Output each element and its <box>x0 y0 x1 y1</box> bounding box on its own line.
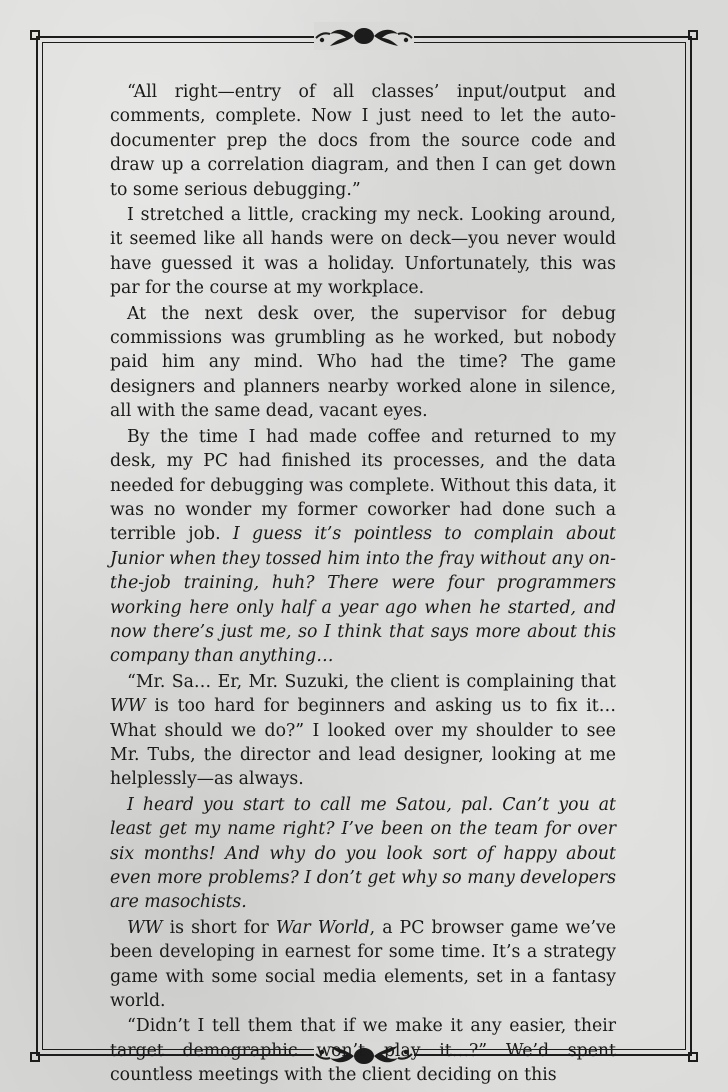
top-flourish-ornament <box>314 22 414 50</box>
text-run: At the next desk over, the supervisor for debug commissions was grumbling as he worked, but nobody paid him any mind. Who had the time? The game designers and planners nearby worked alone in silence, all with the same dead, vacant eyes. <box>110 303 616 422</box>
corner-ornament-bottom-left <box>30 1052 40 1062</box>
text-run: By the time I had made coffee and returned to my desk, my PC had finished its processes, and the data needed for debugging was complete. Without this data, it was no wonder my former coworker had done such a terrible job. <box>110 426 616 545</box>
text-run: “Mr. Sa… Er, Mr. Suzuki, the client is complaining that <box>127 671 616 692</box>
italic-text-run: WW <box>127 917 163 938</box>
paragraph <box>110 1014 616 1087</box>
italic-text-run: War World <box>275 917 370 938</box>
corner-ornament-top-right <box>688 30 698 40</box>
corner-ornament-bottom-right <box>688 1052 698 1062</box>
italic-text-run: I heard you start to call me Satou, pal. Can’t you at least get my name right? I’ve been on the team for over six months! And why do you look sort of happy about even more problems? I don’t get why so many developers are masochists. <box>110 794 616 913</box>
italic-text-run: WW <box>110 696 146 717</box>
text-run: , a PC browser game we’ve been developing in earnest for some time. It’s a strategy game with some social media elements, set in a fantasy world. <box>110 917 616 1012</box>
body-text <box>110 80 616 1089</box>
text-run: is short for <box>162 917 276 938</box>
paragraph <box>110 80 616 202</box>
paragraph <box>110 793 616 915</box>
italic-text-run: I guess it’s pointless to complain about Junior when they tossed him into the fray without any on-the-job training, huh? There were four programmers working here only half a year ago when he started, and now there’s just me, so I think that says more about this company than anything… <box>110 524 617 667</box>
text-run: is too hard for beginners and asking us to fix it… What should we do?” I looked over my shoulder to see Mr. Tubs, the director and lead designer, looking at me helplessly—as always. <box>110 696 616 790</box>
text-run: I stretched a little, cracking my neck. Looking around, it seemed like all hands were on deck—you never would have guessed it was a holiday. Unfortunately, this was par for the course at my workplace. <box>110 205 616 299</box>
paragraph <box>110 916 616 1014</box>
corner-ornament-top-left <box>30 30 40 40</box>
paragraph <box>110 425 616 669</box>
paragraph <box>110 670 616 792</box>
text-run: “Didn’t I tell them that if we make it any easier, their target demographic won’t play it…?” We’d spent countless meetings with the client deciding on this <box>110 1016 616 1086</box>
text-run: “All right—entry of all classes’ input/output and comments, complete. Now I just need to let the auto-documenter prep the docs from the source code and draw up a correlation diagram, and then I can get down to some serious debugging.” <box>110 82 616 200</box>
paragraph <box>110 203 616 301</box>
paragraph <box>110 302 616 424</box>
